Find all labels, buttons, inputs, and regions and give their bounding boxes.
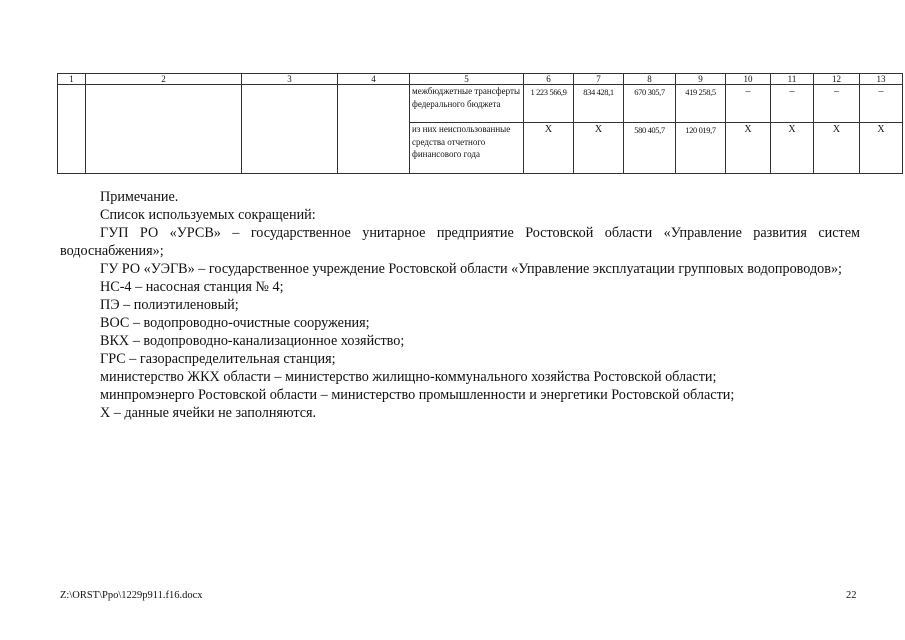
column-number: 7 <box>574 74 624 85</box>
table-cell: Х <box>814 123 860 174</box>
abbreviations-heading: Список используемых сокращений: <box>100 207 316 223</box>
table-cell: Х <box>574 123 624 174</box>
column-number: 8 <box>624 74 676 85</box>
table-cell: 580 405,7 <box>624 123 676 174</box>
table-cell: Х <box>771 123 814 174</box>
abbreviation-item: ВКХ – водопроводно-канализационное хозяйство; <box>100 333 405 349</box>
abbreviation-item: ВОС – водопроводно-очистные сооружения; <box>100 315 370 331</box>
column-number: 9 <box>676 74 726 85</box>
column-number: 12 <box>814 74 860 85</box>
empty-cell <box>58 85 86 174</box>
table-cell: – <box>814 85 860 123</box>
notes-section <box>60 188 860 422</box>
abbreviation-item: минпромэнерго Ростовской области – министерство промышленности и энергетики Ростовской области; <box>100 387 735 403</box>
column-number: 2 <box>86 74 242 85</box>
abbreviation-item: ГУП РО «УРСВ» – государственное унитарное предприятие Ростовской области «Управление развития систем водоснабжения»; <box>60 225 860 259</box>
table-cell: 1 223 566,9 <box>524 85 574 123</box>
column-number: 1 <box>58 74 86 85</box>
column-number: 13 <box>860 74 903 85</box>
table-cell: – <box>771 85 814 123</box>
table-cell: 670 305,7 <box>624 85 676 123</box>
table-header-row <box>58 74 903 85</box>
table-cell: Х <box>524 123 574 174</box>
column-number: 6 <box>524 74 574 85</box>
column-number: 3 <box>242 74 338 85</box>
table-cell: 834 428,1 <box>574 85 624 123</box>
table-row <box>58 85 903 123</box>
notes-title: Примечание. <box>100 189 179 205</box>
table-cell: – <box>860 85 903 123</box>
abbreviation-item: министерство ЖКХ области – министерство жилищно-коммунального хозяйства Ростовской области; <box>100 369 717 385</box>
column-number: 11 <box>771 74 814 85</box>
empty-cell <box>242 85 338 174</box>
table-cell: – <box>726 85 771 123</box>
abbreviation-item: ГРС – газораспределительная станция; <box>100 351 336 367</box>
abbreviation-item: Х – данные ячейки не заполняются. <box>100 405 317 421</box>
footer-file-path: Z:\ORST\Ppo\1229p911.f16.docx <box>60 590 203 601</box>
empty-cell <box>86 85 242 174</box>
table-cell: Х <box>726 123 771 174</box>
row-label: из них неиспользованные средства отчетного финансового года <box>410 123 524 174</box>
column-number: 10 <box>726 74 771 85</box>
abbreviation-item: ГУ РО «УЭГВ» – государственное учреждение Ростовской области «Управление эксплуатации групповых водопроводов»; <box>100 261 842 277</box>
empty-cell <box>338 85 410 174</box>
column-number: 4 <box>338 74 410 85</box>
abbreviation-item: ПЭ – полиэтиленовый; <box>100 297 239 313</box>
table-cell: 120 019,7 <box>676 123 726 174</box>
table-cell: 419 258,5 <box>676 85 726 123</box>
data-table <box>57 73 903 174</box>
table-cell: Х <box>860 123 903 174</box>
column-number: 5 <box>410 74 524 85</box>
page-number: 22 <box>846 590 857 601</box>
abbreviation-item: НС-4 – насосная станция № 4; <box>100 279 284 295</box>
row-label: межбюджетные трансферты федерального бюджета <box>410 85 524 123</box>
